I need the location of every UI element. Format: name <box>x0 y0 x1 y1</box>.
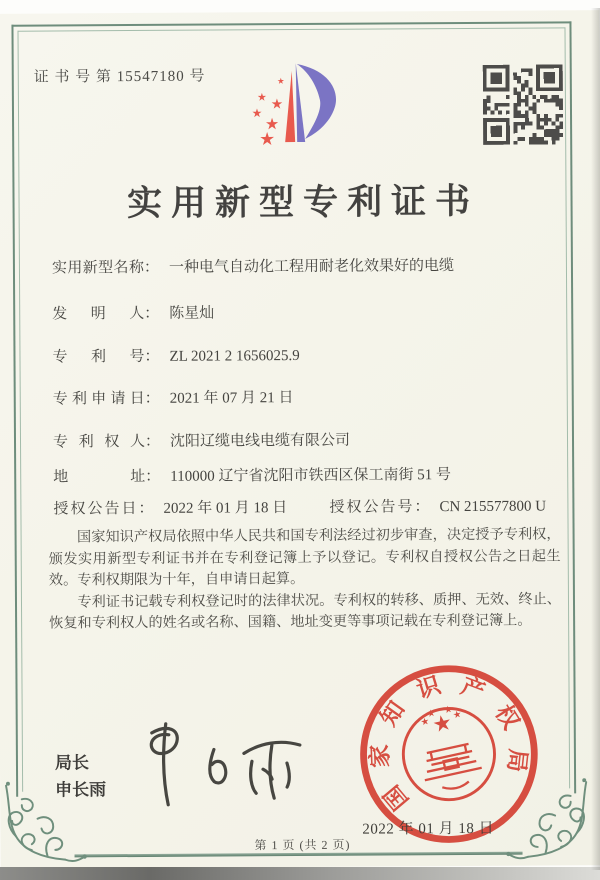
grant-number-pair <box>329 494 546 516</box>
field-label: 授权公告号 <box>329 499 415 516</box>
director-block <box>55 749 106 803</box>
legal-text <box>49 524 562 635</box>
page-number: 第 1 页 (共 2 页) <box>254 837 351 853</box>
field-label: 专利号 <box>52 348 145 366</box>
field-value: 110000 辽宁省沈阳市铁西区保工南街 51 号 <box>170 467 451 485</box>
field-row <box>53 427 566 451</box>
colon: ： <box>144 305 160 322</box>
field-row <box>52 342 565 366</box>
field-label: 实用新型名称 <box>51 259 144 277</box>
qr-code <box>483 64 563 144</box>
field-value: 一种电气自动化工程用耐老化效果好的电缆 <box>168 258 455 276</box>
scan-edge <box>0 867 600 880</box>
field-value: 沈阳辽缆电线电缆有限公司 <box>169 432 351 450</box>
field-row <box>52 253 565 277</box>
field-value: ZL 2021 2 1656025.9 <box>169 347 300 365</box>
director-title: 局长 <box>54 753 90 773</box>
colon: ： <box>144 390 160 407</box>
colon: ： <box>414 499 430 516</box>
certificate-number: 证 书 号 第 15547180 号 <box>33 68 206 86</box>
field-label: 专利权人 <box>52 433 146 451</box>
legal-paragraph-1: 国家知识产权局依照中华人民共和国专利法经过初步审查，决定授予专利权，颁发实用新型专利证书并在专利登记簿上予以登记。专利权自授权公告之日起生效。专利权期限为十年，自申请日起算。 <box>48 526 561 589</box>
field-value: 2021 年 07 月 21 日 <box>169 390 294 407</box>
scan-shadow <box>591 8 600 870</box>
director-signature <box>122 718 333 815</box>
certificate-title: 实用新型专利证书 <box>126 181 480 224</box>
field-row <box>52 299 565 323</box>
colon: ： <box>143 259 160 276</box>
colon: ： <box>144 348 160 365</box>
seal-text: 国家知识产权局 <box>367 672 531 815</box>
field-value: CN 215577800 U <box>439 498 547 516</box>
grant-date-pair <box>53 500 287 517</box>
cnipa-logo <box>236 56 373 171</box>
legal-paragraph-2: 专利证书记载专利权登记时的法律状况。专利权的转移、质押、无效、终止、恢复和专利权人的姓名或名称、国籍、地址变更等事项记载在专利登记簿上。 <box>49 590 562 632</box>
svg-text:国家知识产权局 <box>350 656 538 818</box>
colon: ： <box>144 433 161 450</box>
field-row <box>53 384 566 408</box>
field-value: 2022 年 01 月 18 日 <box>163 500 288 517</box>
field-row <box>53 494 566 518</box>
field-value: 陈星灿 <box>169 305 215 322</box>
colon: ： <box>145 468 161 485</box>
field-row <box>53 462 566 486</box>
logo-blades <box>285 71 295 142</box>
field-label: 专利申请日 <box>52 390 145 408</box>
colon: ： <box>138 500 154 517</box>
certificate-paper <box>0 10 600 869</box>
seal-date: 2022 年 01 月 18 日 <box>362 820 495 838</box>
field-label: 地址 <box>53 468 146 486</box>
logo-stars <box>252 78 284 145</box>
field-label: 授权公告日 <box>53 500 139 518</box>
director-name: 申长雨 <box>55 780 107 800</box>
national-emblem <box>394 698 503 808</box>
field-label: 发明人 <box>52 305 145 323</box>
